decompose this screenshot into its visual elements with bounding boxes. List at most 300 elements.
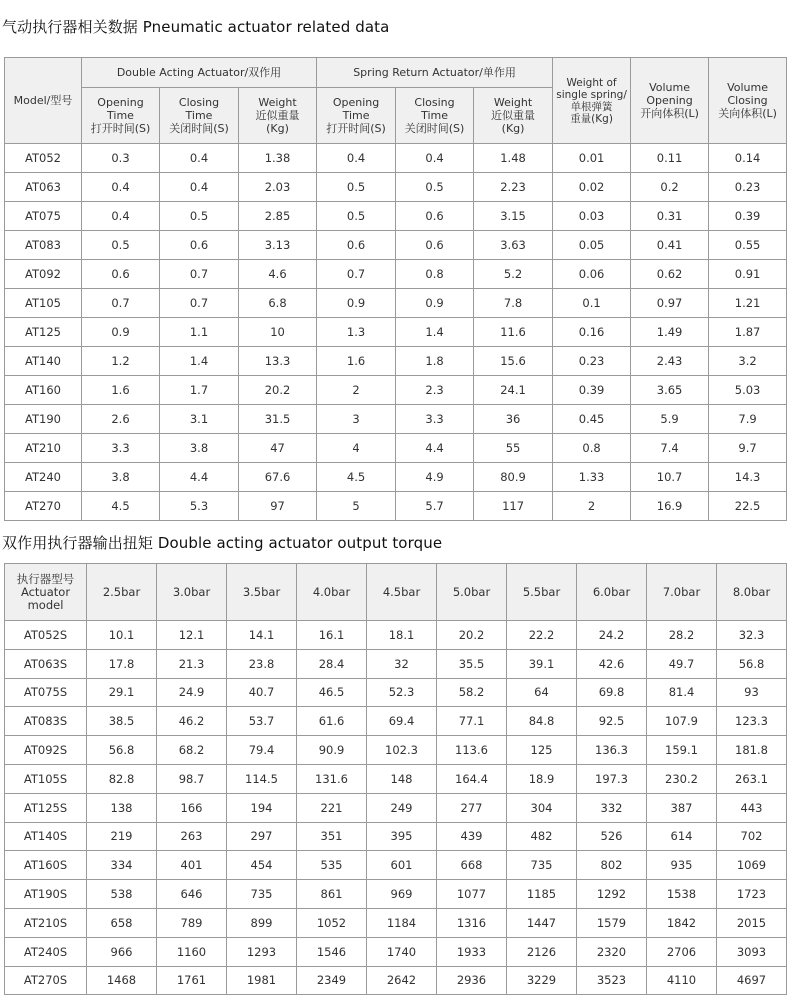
value-cell: 1.48 [474, 144, 553, 173]
value-cell: 5.03 [709, 376, 787, 405]
double-acting-group-header: Double Acting Actuator/双作用 [82, 58, 317, 88]
value-cell: 52.3 [367, 678, 437, 707]
table-row [5, 621, 787, 650]
value-cell: 2642 [367, 966, 437, 995]
value-cell: 454 [227, 851, 297, 880]
table-row [5, 144, 787, 173]
value-cell: 14.1 [227, 621, 297, 650]
value-cell: 1316 [437, 908, 507, 937]
value-cell: 0.7 [82, 289, 160, 318]
value-cell: 4.4 [160, 463, 239, 492]
table-row [5, 908, 787, 937]
value-cell: 1761 [157, 966, 227, 995]
value-cell: 0.39 [709, 202, 787, 231]
value-cell: 935 [647, 851, 717, 880]
value-cell: 802 [577, 851, 647, 880]
value-cell: 181.8 [717, 736, 787, 765]
pressure-header: 4.5bar [367, 564, 437, 621]
value-cell: 0.5 [160, 202, 239, 231]
value-cell: 24.1 [474, 376, 553, 405]
value-cell: 1.8 [396, 347, 474, 376]
value-cell: 10.7 [631, 463, 709, 492]
value-cell: 58.2 [437, 678, 507, 707]
value-cell: 351 [297, 822, 367, 851]
model-cell: AT092S [5, 736, 87, 765]
value-cell: 5 [317, 492, 396, 521]
value-cell: 14.3 [709, 463, 787, 492]
model-cell: AT210 [5, 434, 82, 463]
value-cell: 21.3 [157, 649, 227, 678]
pressure-header: 3.0bar [157, 564, 227, 621]
value-cell: 2.85 [239, 202, 317, 231]
volume-closing-header: Volume Closing 关向体积(L) [709, 58, 787, 144]
value-cell: 861 [297, 880, 367, 909]
value-cell: 4.4 [396, 434, 474, 463]
value-cell: 138 [87, 793, 157, 822]
value-cell: 13.3 [239, 347, 317, 376]
value-cell: 0.02 [553, 173, 631, 202]
value-cell: 3.8 [82, 463, 160, 492]
value-cell: 131.6 [297, 764, 367, 793]
value-cell: 0.6 [396, 202, 474, 231]
value-cell: 4697 [717, 966, 787, 995]
value-cell: 0.97 [631, 289, 709, 318]
table-row [5, 851, 787, 880]
value-cell: 32.3 [717, 621, 787, 650]
value-cell: 1.6 [82, 376, 160, 405]
value-cell: 2126 [507, 937, 577, 966]
value-cell: 61.6 [297, 707, 367, 736]
value-cell: 2320 [577, 937, 647, 966]
value-cell: 3.13 [239, 231, 317, 260]
model-cell: AT105S [5, 764, 87, 793]
pressure-header: 4.0bar [297, 564, 367, 621]
value-cell: 702 [717, 822, 787, 851]
value-cell: 1.38 [239, 144, 317, 173]
model-cell: AT052S [5, 621, 87, 650]
value-cell: 0.6 [82, 260, 160, 289]
value-cell: 1447 [507, 908, 577, 937]
value-cell: 197.3 [577, 764, 647, 793]
value-cell: 80.9 [474, 463, 553, 492]
value-cell: 0.5 [82, 231, 160, 260]
value-cell: 614 [647, 822, 717, 851]
value-cell: 0.39 [553, 376, 631, 405]
spring-return-group-header: Spring Return Actuator/单作用 [317, 58, 553, 88]
model-cell: AT125S [5, 793, 87, 822]
value-cell: 3.2 [709, 347, 787, 376]
value-cell: 56.8 [717, 649, 787, 678]
volume-opening-header: Volume Opening 开向体积(L) [631, 58, 709, 144]
value-cell: 249 [367, 793, 437, 822]
value-cell: 1538 [647, 880, 717, 909]
model-cell: AT075S [5, 678, 87, 707]
value-cell: 735 [507, 851, 577, 880]
table-row [5, 649, 787, 678]
value-cell: 7.9 [709, 405, 787, 434]
value-cell: 3.1 [160, 405, 239, 434]
value-cell: 0.1 [553, 289, 631, 318]
value-cell: 64 [507, 678, 577, 707]
value-cell: 2 [553, 492, 631, 521]
value-cell: 39.1 [507, 649, 577, 678]
value-cell: 82.8 [87, 764, 157, 793]
value-cell: 0.9 [317, 289, 396, 318]
value-cell: 0.23 [709, 173, 787, 202]
table-row [5, 678, 787, 707]
table-row [5, 492, 787, 521]
pressure-header: 5.0bar [437, 564, 507, 621]
value-cell: 401 [157, 851, 227, 880]
value-cell: 0.4 [160, 173, 239, 202]
value-cell: 69.4 [367, 707, 437, 736]
value-cell: 97 [239, 492, 317, 521]
model-cell: AT160S [5, 851, 87, 880]
value-cell: 1.7 [160, 376, 239, 405]
value-cell: 90.9 [297, 736, 367, 765]
torque-table-body [5, 621, 787, 995]
model-cell: AT105 [5, 289, 82, 318]
table-row [5, 405, 787, 434]
value-cell: 10 [239, 318, 317, 347]
value-cell: 0.5 [317, 202, 396, 231]
table-row [5, 202, 787, 231]
value-cell: 0.8 [553, 434, 631, 463]
value-cell: 0.11 [631, 144, 709, 173]
value-cell: 601 [367, 851, 437, 880]
value-cell: 17.8 [87, 649, 157, 678]
value-cell: 3523 [577, 966, 647, 995]
value-cell: 92.5 [577, 707, 647, 736]
value-cell: 68.2 [157, 736, 227, 765]
value-cell: 0.55 [709, 231, 787, 260]
value-cell: 1.49 [631, 318, 709, 347]
value-cell: 535 [297, 851, 367, 880]
value-cell: 3 [317, 405, 396, 434]
value-cell: 102.3 [367, 736, 437, 765]
value-cell: 538 [87, 880, 157, 909]
value-cell: 304 [507, 793, 577, 822]
value-cell: 114.5 [227, 764, 297, 793]
table-row [5, 260, 787, 289]
value-cell: 1.4 [396, 318, 474, 347]
model-cell: AT270 [5, 492, 82, 521]
value-cell: 1579 [577, 908, 647, 937]
value-cell: 4.9 [396, 463, 474, 492]
actuator-data-body [5, 144, 787, 521]
model-cell: AT125 [5, 318, 82, 347]
value-cell: 28.4 [297, 649, 367, 678]
value-cell: 263 [157, 822, 227, 851]
value-cell: 3.63 [474, 231, 553, 260]
table-row [5, 937, 787, 966]
model-cell: AT063 [5, 173, 82, 202]
value-cell: 11.6 [474, 318, 553, 347]
value-cell: 20.2 [437, 621, 507, 650]
value-cell: 1468 [87, 966, 157, 995]
value-cell: 0.16 [553, 318, 631, 347]
value-cell: 81.4 [647, 678, 717, 707]
value-cell: 2.03 [239, 173, 317, 202]
value-cell: 18.1 [367, 621, 437, 650]
value-cell: 46.5 [297, 678, 367, 707]
value-cell: 0.9 [82, 318, 160, 347]
value-cell: 0.9 [396, 289, 474, 318]
value-cell: 194 [227, 793, 297, 822]
value-cell: 20.2 [239, 376, 317, 405]
model-cell: AT140 [5, 347, 82, 376]
value-cell: 7.4 [631, 434, 709, 463]
value-cell: 77.1 [437, 707, 507, 736]
value-cell: 230.2 [647, 764, 717, 793]
value-cell: 4110 [647, 966, 717, 995]
value-cell: 0.7 [160, 289, 239, 318]
model-cell: AT240S [5, 937, 87, 966]
table-row [5, 231, 787, 260]
value-cell: 969 [367, 880, 437, 909]
value-cell: 1293 [227, 937, 297, 966]
pressure-header: 5.5bar [507, 564, 577, 621]
pressure-header: 8.0bar [717, 564, 787, 621]
value-cell: 67.6 [239, 463, 317, 492]
double-closing-header: Closing Time 关闭时间(S) [160, 88, 239, 144]
value-cell: 10.1 [87, 621, 157, 650]
value-cell: 93 [717, 678, 787, 707]
value-cell: 0.4 [160, 144, 239, 173]
table-row [5, 376, 787, 405]
value-cell: 1.1 [160, 318, 239, 347]
table-row [5, 736, 787, 765]
value-cell: 0.4 [82, 202, 160, 231]
value-cell: 2936 [437, 966, 507, 995]
value-cell: 32 [367, 649, 437, 678]
value-cell: 2.43 [631, 347, 709, 376]
value-cell: 1842 [647, 908, 717, 937]
value-cell: 1.21 [709, 289, 787, 318]
spring-weight-kg-header: Weight 近似重量 (Kg) [474, 88, 553, 144]
value-cell: 125 [507, 736, 577, 765]
model-cell: AT083 [5, 231, 82, 260]
value-cell: 0.4 [317, 144, 396, 173]
value-cell: 28.2 [647, 621, 717, 650]
table-row [5, 764, 787, 793]
value-cell: 1933 [437, 937, 507, 966]
value-cell: 0.6 [317, 231, 396, 260]
value-cell: 1.6 [317, 347, 396, 376]
model-cell: AT240 [5, 463, 82, 492]
value-cell: 3.15 [474, 202, 553, 231]
table-row [5, 966, 787, 995]
model-cell: AT075 [5, 202, 82, 231]
value-cell: 166 [157, 793, 227, 822]
value-cell: 1052 [297, 908, 367, 937]
value-cell: 5.9 [631, 405, 709, 434]
value-cell: 3.3 [396, 405, 474, 434]
table1-title: 气动执行器相关数据 Pneumatic actuator related data [2, 18, 390, 36]
value-cell: 482 [507, 822, 577, 851]
model-cell: AT190 [5, 405, 82, 434]
value-cell: 297 [227, 822, 297, 851]
table2-title: 双作用执行器输出扭矩 Double acting actuator output torque [2, 534, 443, 552]
value-cell: 0.41 [631, 231, 709, 260]
value-cell: 2706 [647, 937, 717, 966]
value-cell: 15.6 [474, 347, 553, 376]
model-cell: AT160 [5, 376, 82, 405]
value-cell: 159.1 [647, 736, 717, 765]
actuator-data-table [4, 57, 787, 521]
value-cell: 332 [577, 793, 647, 822]
value-cell: 49.7 [647, 649, 717, 678]
value-cell: 646 [157, 880, 227, 909]
value-cell: 1.87 [709, 318, 787, 347]
spring-weight-header: Weight of single spring/ 单根弹簧 重量(Kg) [553, 58, 631, 144]
value-cell: 2.3 [396, 376, 474, 405]
value-cell: 263.1 [717, 764, 787, 793]
table-row [5, 880, 787, 909]
table-row [5, 463, 787, 492]
value-cell: 0.7 [160, 260, 239, 289]
value-cell: 0.2 [631, 173, 709, 202]
value-cell: 0.5 [317, 173, 396, 202]
value-cell: 0.31 [631, 202, 709, 231]
model-cell: AT210S [5, 908, 87, 937]
value-cell: 0.91 [709, 260, 787, 289]
value-cell: 2.23 [474, 173, 553, 202]
value-cell: 4.6 [239, 260, 317, 289]
value-cell: 148 [367, 764, 437, 793]
value-cell: 0.05 [553, 231, 631, 260]
double-opening-header: Opening Time 打开时间(S) [82, 88, 160, 144]
table-row [5, 173, 787, 202]
value-cell: 69.8 [577, 678, 647, 707]
value-cell: 0.6 [396, 231, 474, 260]
value-cell: 23.8 [227, 649, 297, 678]
value-cell: 0.5 [396, 173, 474, 202]
value-cell: 1723 [717, 880, 787, 909]
value-cell: 3093 [717, 937, 787, 966]
double-weight-header: Weight 近似重量 (Kg) [239, 88, 317, 144]
value-cell: 22.5 [709, 492, 787, 521]
value-cell: 24.2 [577, 621, 647, 650]
value-cell: 164.4 [437, 764, 507, 793]
value-cell: 136.3 [577, 736, 647, 765]
torque-table [4, 563, 787, 995]
value-cell: 53.7 [227, 707, 297, 736]
model-cell: AT270S [5, 966, 87, 995]
value-cell: 55 [474, 434, 553, 463]
value-cell: 35.5 [437, 649, 507, 678]
spring-closing-header: Closing Time 关闭时间(S) [396, 88, 474, 144]
value-cell: 735 [227, 880, 297, 909]
value-cell: 966 [87, 937, 157, 966]
value-cell: 668 [437, 851, 507, 880]
value-cell: 3229 [507, 966, 577, 995]
value-cell: 1077 [437, 880, 507, 909]
value-cell: 42.6 [577, 649, 647, 678]
value-cell: 24.9 [157, 678, 227, 707]
value-cell: 46.2 [157, 707, 227, 736]
value-cell: 0.3 [82, 144, 160, 173]
value-cell: 5.3 [160, 492, 239, 521]
value-cell: 3.3 [82, 434, 160, 463]
table-row [5, 347, 787, 376]
value-cell: 0.01 [553, 144, 631, 173]
value-cell: 1.33 [553, 463, 631, 492]
value-cell: 3.8 [160, 434, 239, 463]
value-cell: 38.5 [87, 707, 157, 736]
value-cell: 526 [577, 822, 647, 851]
value-cell: 84.8 [507, 707, 577, 736]
value-cell: 1740 [367, 937, 437, 966]
value-cell: 2 [317, 376, 396, 405]
value-cell: 18.9 [507, 764, 577, 793]
value-cell: 31.5 [239, 405, 317, 434]
value-cell: 1069 [717, 851, 787, 880]
spring-opening-header: Opening Time 打开时间(S) [317, 88, 396, 144]
value-cell: 0.23 [553, 347, 631, 376]
value-cell: 789 [157, 908, 227, 937]
value-cell: 387 [647, 793, 717, 822]
model-cell: AT063S [5, 649, 87, 678]
value-cell: 22.2 [507, 621, 577, 650]
value-cell: 1.3 [317, 318, 396, 347]
pressure-header: 6.0bar [577, 564, 647, 621]
table-row [5, 318, 787, 347]
value-cell: 334 [87, 851, 157, 880]
value-cell: 4 [317, 434, 396, 463]
value-cell: 56.8 [87, 736, 157, 765]
value-cell: 40.7 [227, 678, 297, 707]
value-cell: 0.14 [709, 144, 787, 173]
value-cell: 899 [227, 908, 297, 937]
value-cell: 9.7 [709, 434, 787, 463]
actuator-model-header: 执行器型号 Actuator model [5, 564, 87, 621]
model-cell: AT083S [5, 707, 87, 736]
value-cell: 439 [437, 822, 507, 851]
value-cell: 1185 [507, 880, 577, 909]
pressure-header: 7.0bar [647, 564, 717, 621]
value-cell: 0.7 [317, 260, 396, 289]
value-cell: 0.4 [396, 144, 474, 173]
value-cell: 79.4 [227, 736, 297, 765]
value-cell: 29.1 [87, 678, 157, 707]
value-cell: 219 [87, 822, 157, 851]
table-row [5, 289, 787, 318]
value-cell: 1292 [577, 880, 647, 909]
value-cell: 1184 [367, 908, 437, 937]
model-cell: AT092 [5, 260, 82, 289]
value-cell: 0.62 [631, 260, 709, 289]
value-cell: 98.7 [157, 764, 227, 793]
model-cell: AT190S [5, 880, 87, 909]
value-cell: 658 [87, 908, 157, 937]
model-cell: AT052 [5, 144, 82, 173]
pressure-header: 3.5bar [227, 564, 297, 621]
value-cell: 5.7 [396, 492, 474, 521]
value-cell: 5.2 [474, 260, 553, 289]
value-cell: 1546 [297, 937, 367, 966]
value-cell: 1.2 [82, 347, 160, 376]
value-cell: 7.8 [474, 289, 553, 318]
pressure-header: 2.5bar [87, 564, 157, 621]
table-row [5, 434, 787, 463]
value-cell: 1160 [157, 937, 227, 966]
value-cell: 221 [297, 793, 367, 822]
value-cell: 16.1 [297, 621, 367, 650]
table-row [5, 822, 787, 851]
value-cell: 4.5 [82, 492, 160, 521]
table-row [5, 793, 787, 822]
